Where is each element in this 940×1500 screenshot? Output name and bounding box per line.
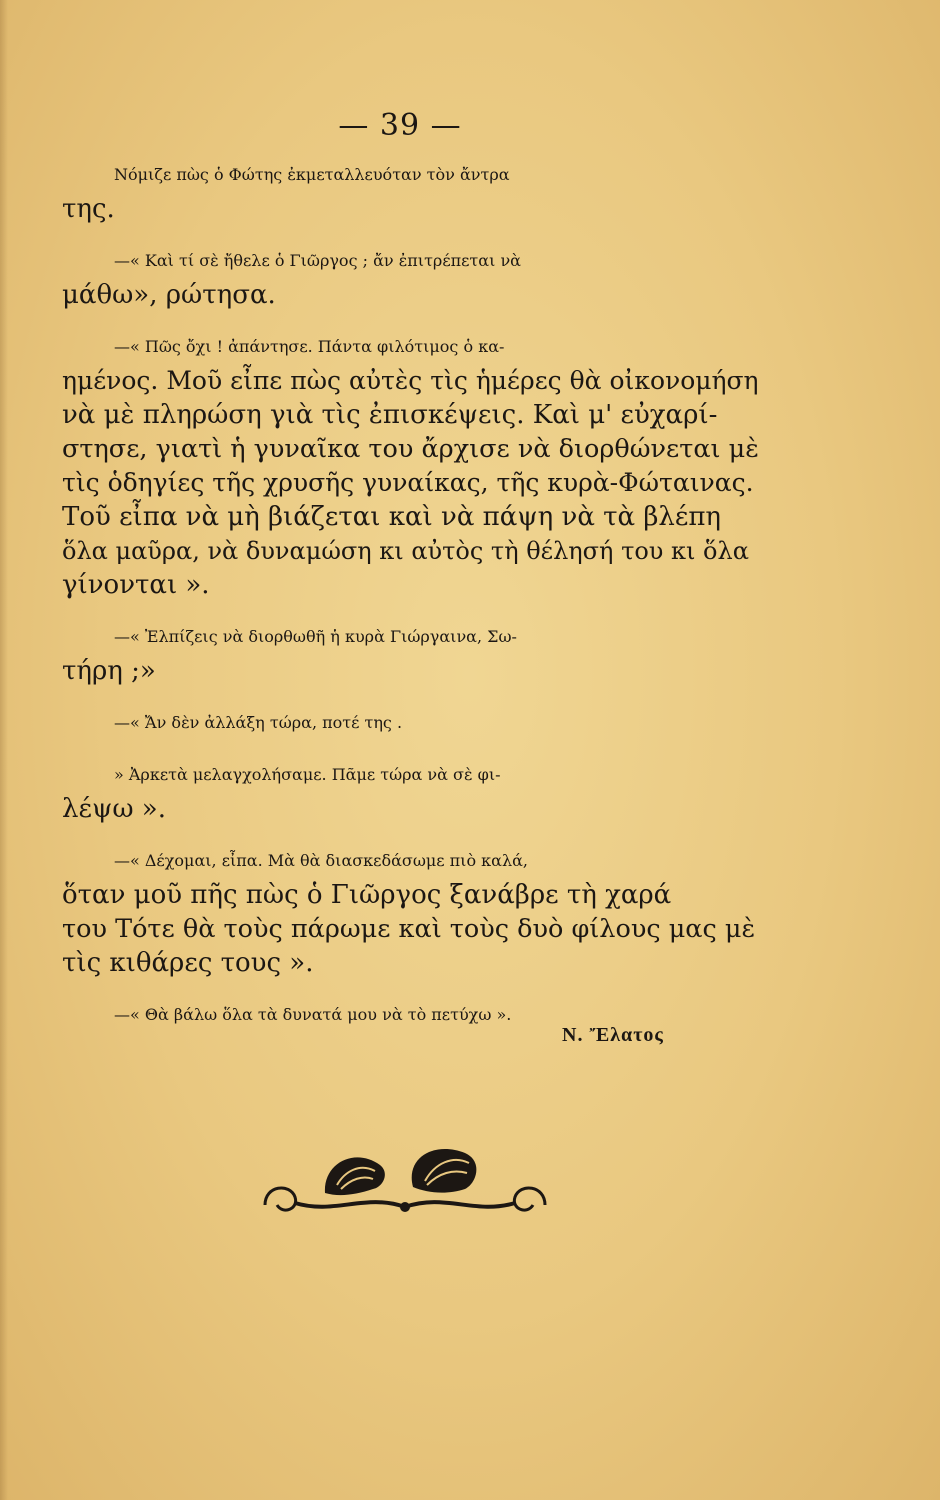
text-line: μάθω», ρώτησα. bbox=[62, 280, 276, 310]
text-line: ὅλα μαῦρα, νὰ δυναμώση κι αὐτὸς τὴ θέλησή του κι ὅλα bbox=[62, 537, 749, 565]
page-edge-shadow bbox=[0, 0, 8, 1500]
text-line: τὶς ὁδηγίες τῆς χρυσῆς γυναίκας, τῆς κυρὰ-Φώταινας. bbox=[62, 468, 754, 497]
page-number: — 39 — bbox=[338, 108, 462, 143]
text-line: —« Πῶς ὄχι ! ἀπάντησε. Πάντα φιλότιμος ὁ κα- bbox=[114, 337, 505, 356]
paragraph bbox=[62, 620, 762, 688]
text-line: —« Ἄν δὲν ἀλλάξη τώρα, ποτέ της . bbox=[114, 713, 403, 732]
text-line: γίνονται ». bbox=[62, 570, 210, 600]
paragraph bbox=[62, 330, 762, 602]
paragraph bbox=[62, 706, 762, 740]
text-line: —« Θὰ βάλω ὅλα τὰ δυνατά μου νὰ τὸ πετύχω ». bbox=[114, 1005, 512, 1024]
text-line: στησε, γιατὶ ἡ γυναῖκα του ἄρχισε νὰ διορθώνεται μὲ bbox=[62, 434, 759, 464]
text-line: λέψω ». bbox=[62, 794, 166, 824]
text-line: —« Ἐλπίζεις νὰ διορθωθῆ ἡ κυρὰ Γιώργαινα, Σω- bbox=[114, 627, 517, 646]
floral-tailpiece-ornament-icon bbox=[255, 1135, 555, 1225]
text-line: Τοῦ εἶπα νὰ μὴ βιάζεται καὶ νὰ πάψη νὰ τὰ βλέπη bbox=[62, 502, 722, 532]
text-line: Νόμιζε πὼς ὁ Φώτης ἐκμεταλλευόταν τὸν ἄντρα bbox=[114, 165, 510, 184]
paragraph bbox=[62, 844, 762, 980]
text-line: ημένος. Μοῦ εἶπε πὼς αὐτὲς τὶς ἡμέρες θὰ οἰκονομήση bbox=[62, 366, 759, 395]
paragraph bbox=[62, 158, 762, 226]
text-line: της. bbox=[62, 194, 115, 224]
paragraph bbox=[62, 244, 762, 312]
text-line: ὅταν μοῦ πῆς πὼς ὁ Γιῶργος ξανάβρε τὴ χαρά bbox=[62, 880, 672, 910]
text-line: του Τότε θὰ τοὺς πάρωμε καὶ τοὺς δυὸ φίλους μας μὲ bbox=[62, 914, 756, 944]
paragraph bbox=[62, 758, 762, 826]
text-line: τὶς κιθάρες τους ». bbox=[62, 948, 314, 978]
text-line: » Ἀρκετὰ μελαγχολήσαμε. Πᾶμε τώρα νὰ σὲ φι- bbox=[114, 765, 501, 784]
text-line: νὰ μὲ πληρώση γιὰ τὶς ἐπισκέψεις. Καὶ μ' εὐχαρί- bbox=[62, 400, 718, 430]
text-line: —« Καὶ τί σὲ ἤθελε ὁ Γιῶργος ; ἄν ἐπιτρέπεται νὰ bbox=[114, 251, 521, 270]
body-text bbox=[62, 158, 762, 1050]
text-line: τήρη ;» bbox=[62, 656, 156, 686]
text-line: —« Δέχομαι, εἶπα. Μὰ θὰ διασκεδάσωμε πιὸ καλά, bbox=[114, 851, 528, 870]
author-signature: Ν. Ἔλατος bbox=[562, 1024, 664, 1046]
